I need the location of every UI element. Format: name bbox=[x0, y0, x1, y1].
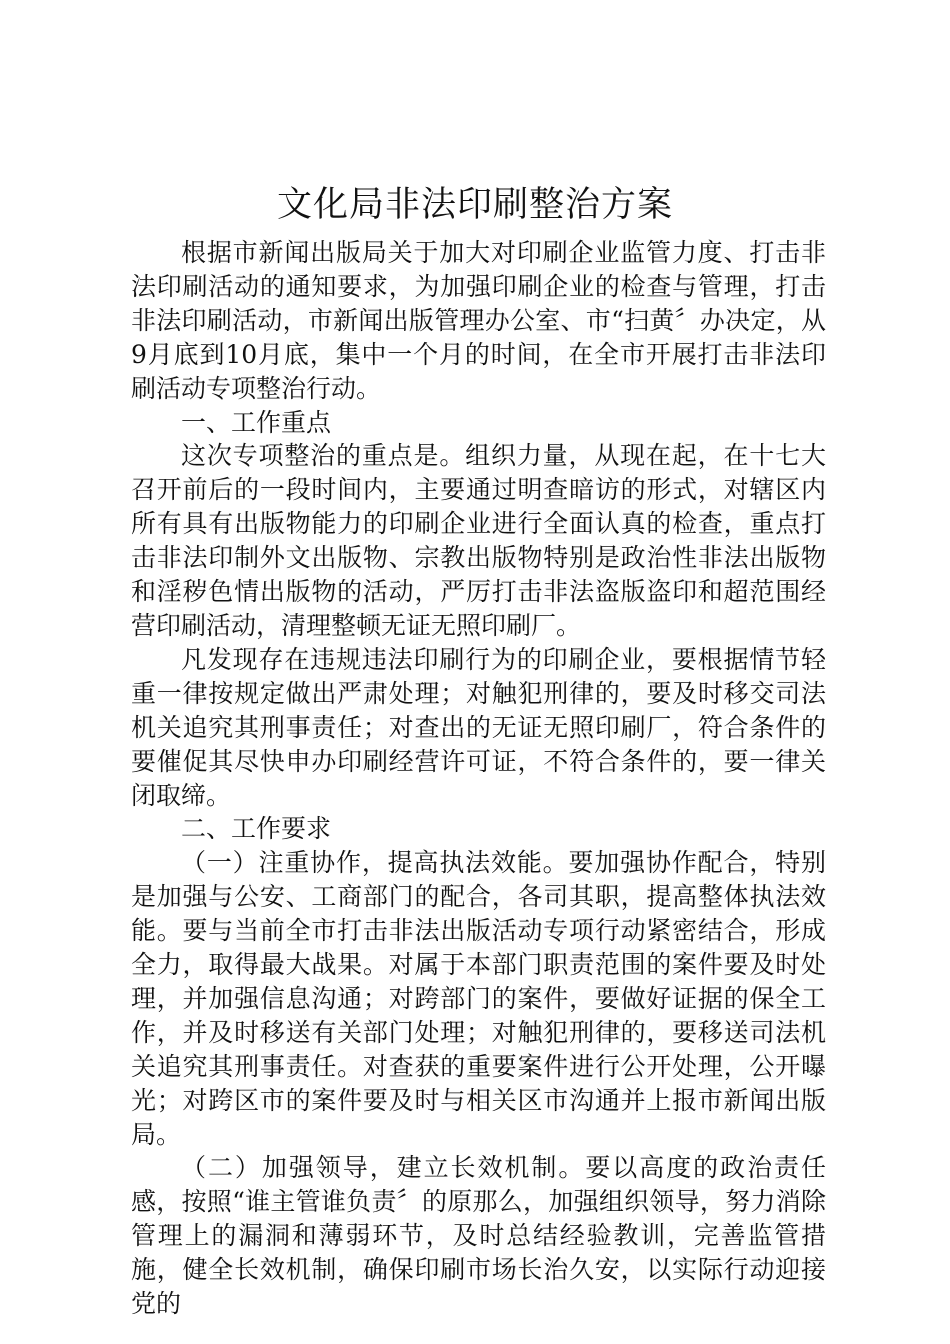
document-body bbox=[131, 236, 826, 1321]
requirement-2-paragraph: （二）加强领导，建立长效机制。要以高度的政治责任感，按照“谁主管谁负责〞的原那么，加强组织领导，努力消除管理上的漏洞和薄弱环节，及时总结经验教训，完善监管措施，健全长效机制，确保印刷市场长治久安，以实际行动迎接党的 bbox=[131, 1153, 826, 1319]
requirement-1-paragraph: （一）注重协作，提高执法效能。要加强协作配合，特别是加强与公安、工商部门的配合，各司其职，提高整体执法效能。要与当前全市打击非法出版活动专项行动紧密结合，形成全力，取得最大战果。对属于本部门职责范围的案件要及时处理，并加强信息沟通；对跨部门的案件，要做好证据的保全工作，并及时移送有关部门处理；对触犯刑律的，要移送司法机关追究其刑事责任。对查获的重要案件进行公开处理，公开曝光；对跨区市的案件要及时与相关区市沟通并上报市新闻出版局。 bbox=[131, 848, 826, 1149]
section-heading-work-requirements: 二、工作要求 bbox=[181, 814, 332, 844]
intro-paragraph: 根据市新闻出版局关于加大对印刷企业监管力度、打击非法印刷活动的通知要求，为加强印刷企业的检查与管理，打击非法印刷活动，市新闻出版管理办公室、市“扫黄〞办决定，从9月底到10月底，集中一个月的时间，在全市开展打击非法印刷活动专项整治行动。 bbox=[131, 238, 826, 403]
work-focus-paragraph: 这次专项整治的重点是。组织力量，从现在起，在十七大召开前后的一段时间内，主要通过明查暗访的形式，对辖区内所有具有出版物能力的印刷企业进行全面认真的检查，重点打击非法印制外文出版物、宗教出版物特别是政治性非法出版物和淫秽色情出版物的活动，严厉打击非法盗版盗印和超范围经营印刷活动，清理整顿无证无照印刷厂。 bbox=[131, 441, 826, 640]
document-title: 文化局非法印刷整治方案 bbox=[276, 185, 673, 225]
violation-handling-paragraph: 凡发现存在违规违法印刷行为的印刷企业，要根据情节轻重一律按规定做出严肃处理；对触犯刑律的，要及时移交司法机关追究其刑事责任；对查出的无证无照印刷厂，符合条件的要催促其尽快申办印刷经营许可证，不符合条件的，要一律关闭取缔。 bbox=[131, 644, 826, 810]
section-heading-work-focus: 一、工作重点 bbox=[181, 407, 332, 437]
